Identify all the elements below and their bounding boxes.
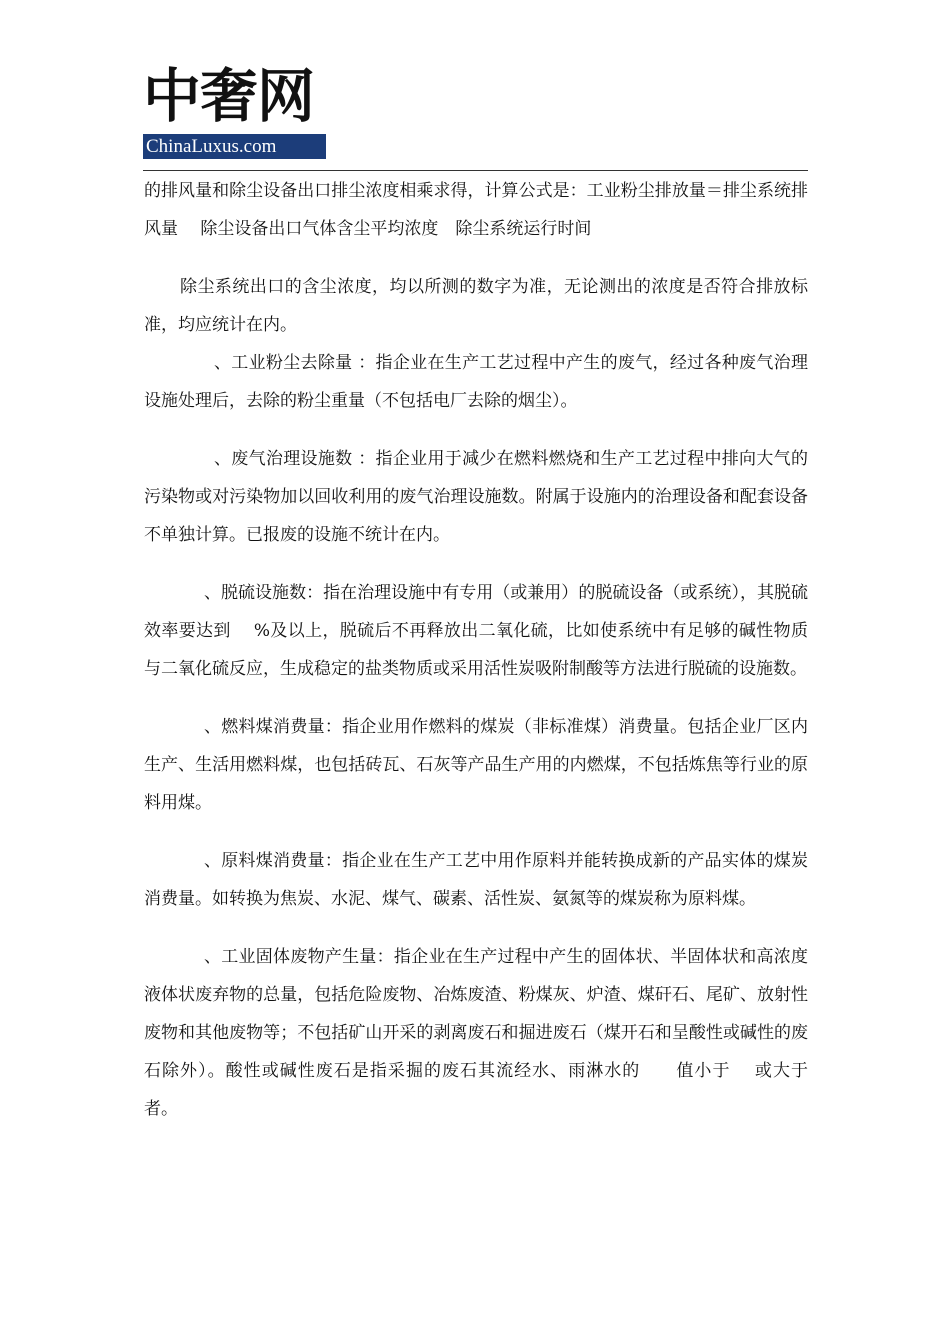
- paragraph-dust-removal: 、工业粉尘去除量 ：指企业在生产工艺过程中产生的废气，经过各种废气治理设施处理后，去除的粉尘重量（不包括电厂去除的烟尘）。: [144, 353, 808, 411]
- paragraph-solid-waste: 、工业固体废物产生量：指企业在生产过程中产生的固体状、半固体状和高浓度液体状废弃物的总量，包括危险废物、冶炼废渣、粉煤灰、炉渣、煤矸石、尾矿、放射性废物和其他废物等；不包括矿山开采的剥离废石和掘进废石（煤开石和呈酸性或碱性的废石除外）。酸性或碱性废石是指采掘的废石其流经水、雨淋水的 值小于 或大于 者。: [144, 947, 859, 1119]
- document-body: [144, 172, 859, 1128]
- paragraph-raw-coal: 、原料煤消费量：指企业在生产工艺中用作原料并能转换成新的产品实体的煤炭消费量。如转换为焦炭、水泥、煤气、碳素、活性炭、氨氮等的煤炭称为原料煤。: [144, 851, 808, 909]
- logo-chinese-text: 中奢网: [143, 62, 315, 130]
- paragraph-fuel-coal: 、燃料煤消费量：指企业用作燃料的煤炭（非标准煤）消费量。包括企业厂区内生产、生活用燃料煤，也包括砖瓦、石灰等产品生产用的内燃煤，不包括炼焦等行业的原料用煤。: [144, 717, 808, 813]
- paragraph-gas-facilities: 、废气治理设施数 ：指企业用于减少在燃料燃烧和生产工艺过程中排向大气的污染物或对污染物加以回收利用的废气治理设施数。附属于设施内的治理设备和配套设备不单独计算。已报废的设施不统计在内。: [144, 449, 808, 545]
- site-logo[interactable]: [143, 62, 326, 159]
- paragraph-desulfurization: 、脱硫设施数：指在治理设施中有专用（或兼用）的脱硫设备（或系统），其脱硫效率要达到 %及以上，脱硫后不再释放出二氧化硫，比如使系统中有足够的碱性物质与二氧化硫反应，生成稳定的盐类物质或采用活性炭吸附制酸等方法进行脱硫的设施数。: [144, 583, 808, 679]
- header-divider: [143, 170, 808, 171]
- paragraph-calc-formula: 的排风量和除尘设备出口排尘浓度相乘求得，计算公式是：工业粉尘排放量＝排尘系统排风量 除尘设备出口气体含尘平均浓度 除尘系统运行时间: [144, 181, 808, 239]
- logo-english-text: ChinaLuxus.com: [143, 134, 326, 159]
- paragraph-dust-concentration: 除尘系统出口的含尘浓度，均以所测的数字为准，无论测出的浓度是否符合排放标准，均应统计在内。: [144, 277, 808, 335]
